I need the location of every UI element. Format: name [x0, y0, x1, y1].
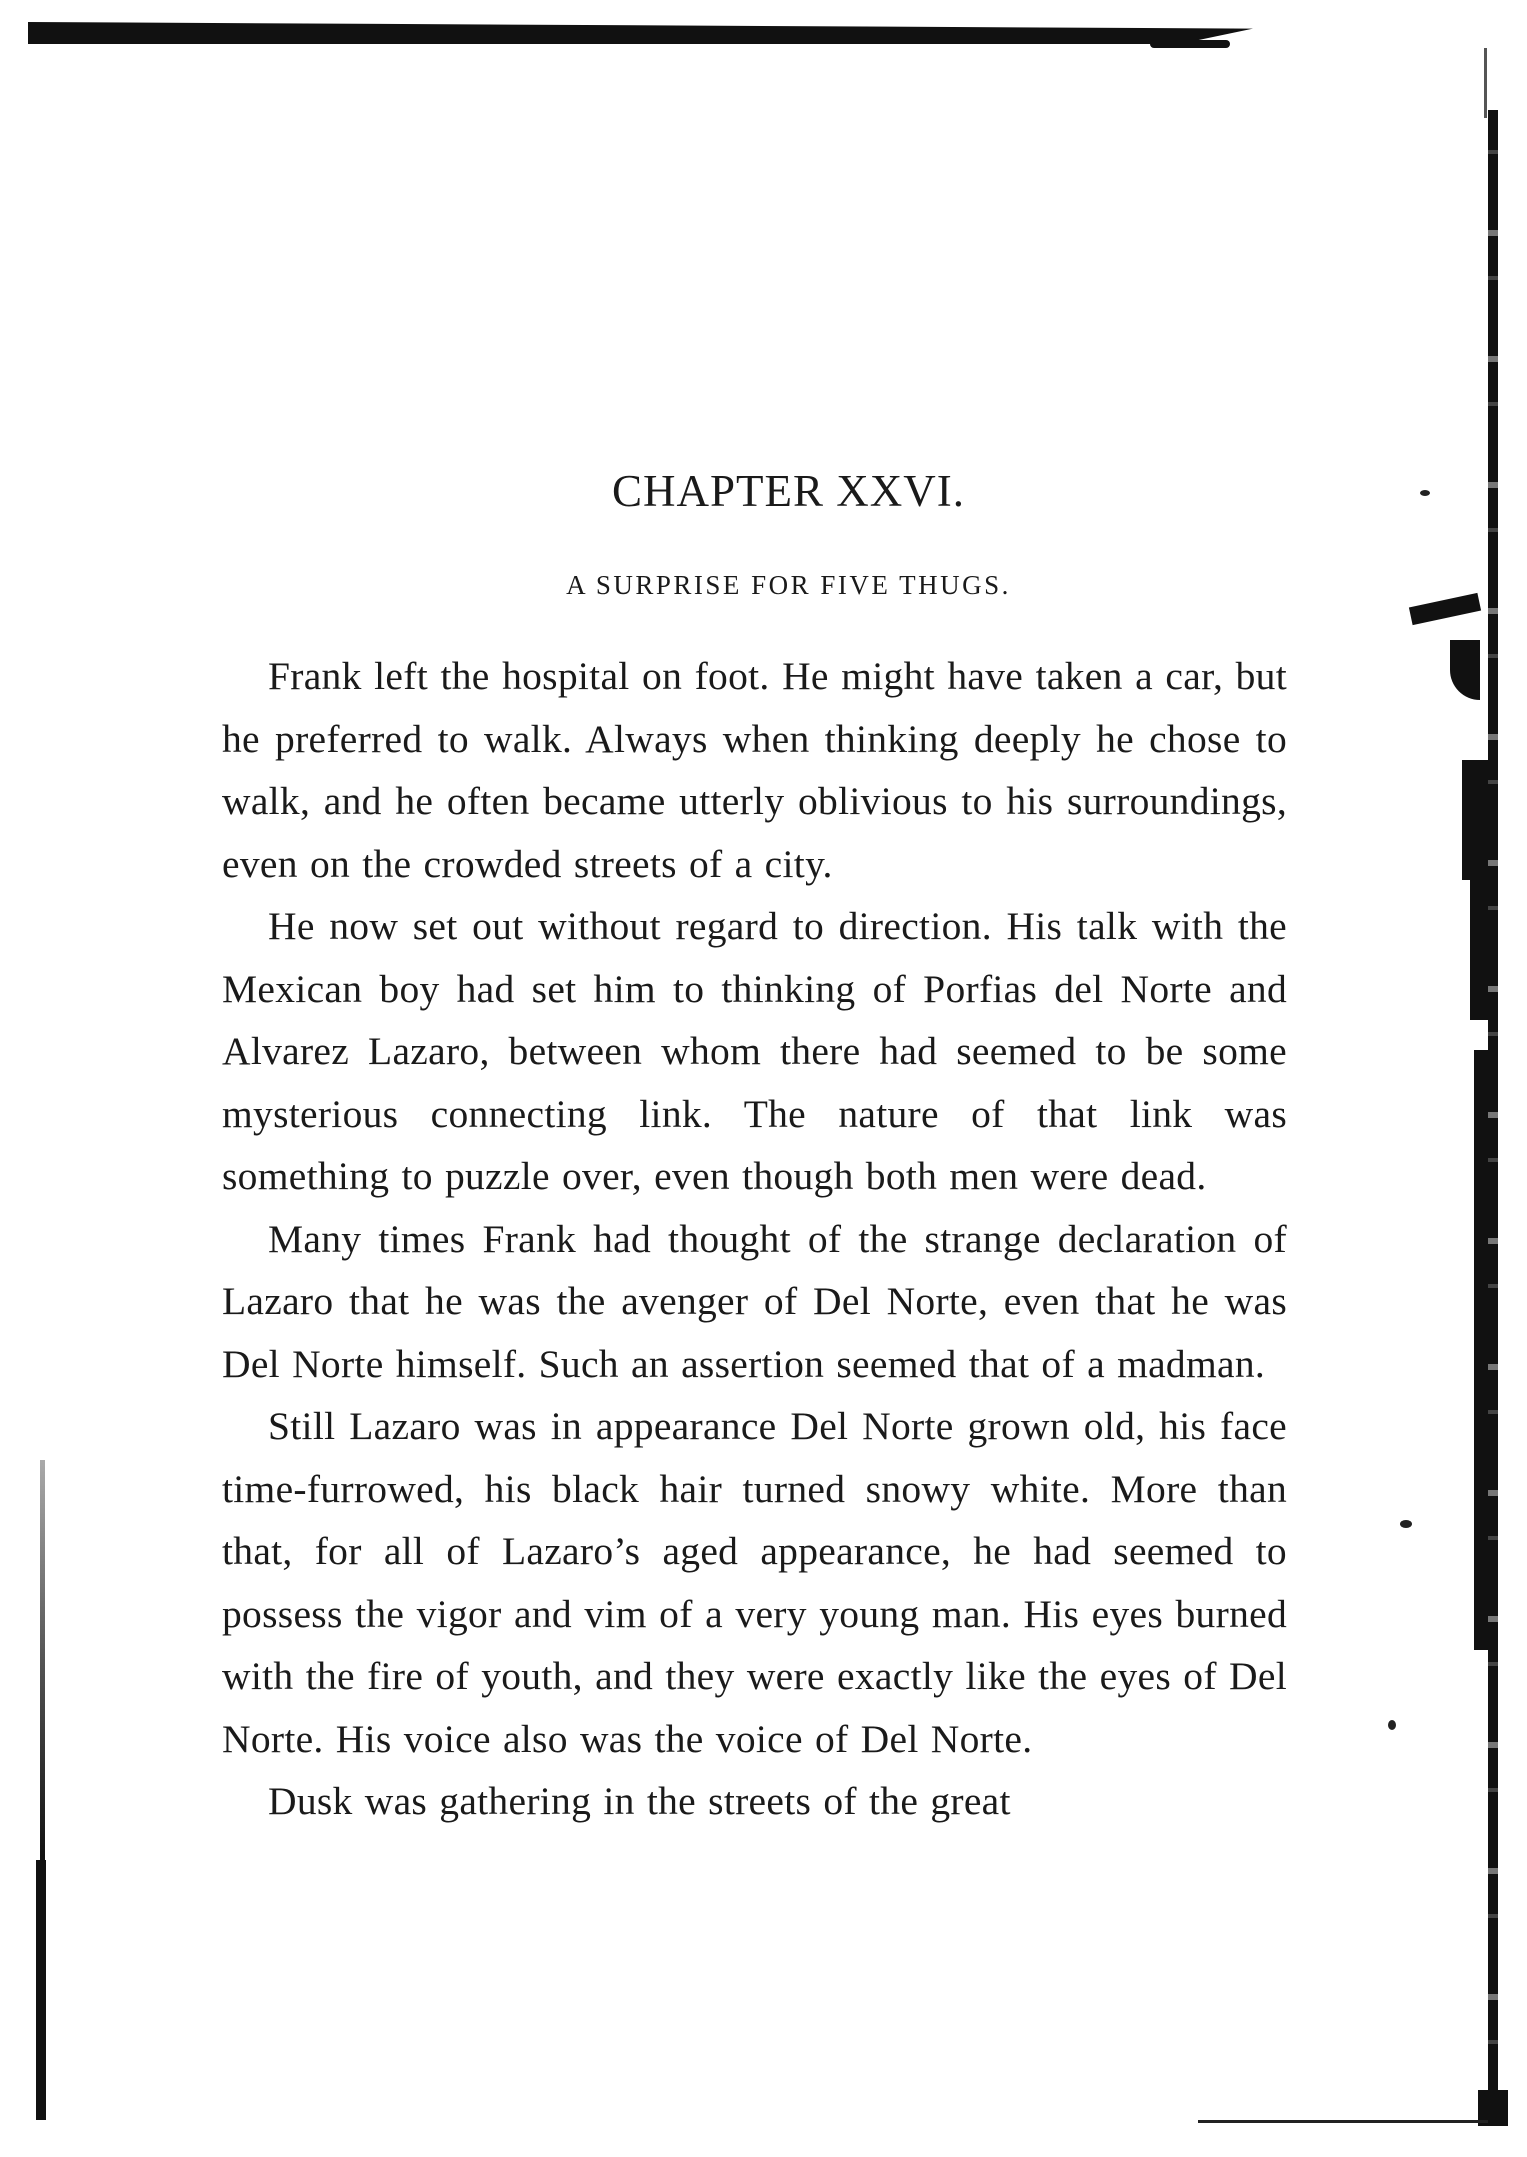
right-edge-mark [1484, 48, 1487, 118]
paragraph: Still Lazaro was in appearance Del Norte grown old, his face time-furrowed, his black hair turned snowy white. More than that, for all of Lazaro’s aged appearance, he had seemed to possess the vigor and vim of a very young man. His eyes burned with the fire of youth, and they were exactly like the eyes of Del Norte. His voice also was the voice of Del Norte. [222, 1404, 1287, 1761]
top-rule-tail [1150, 40, 1230, 48]
edge-blotch [1450, 640, 1480, 700]
speck [1400, 1520, 1412, 1528]
edge-blotch [1470, 880, 1488, 1020]
paragraph: Frank left the hospital on foot. He might have taken a car, but he preferred to walk. Always when thinking deeply he chose to walk, and he often became utterly oblivious to his surroundings, even on the crowded streets of a city. [222, 654, 1287, 886]
chapter-subtitle: A SURPRISE FOR FIVE THUGS. [566, 570, 1011, 600]
speck [1388, 1720, 1396, 1730]
chapter-title: CHAPTER XXVI. [611, 466, 965, 516]
edge-blotch [1462, 760, 1488, 880]
paragraph: He now set out without regard to direction. His talk with the Mexican boy had set him to thinking of Porfias del Norte and Alvarez Lazaro, between whom there had seemed to be some mysterious connecting link. The nature of that link was something to puzzle over, even though both men were dead. [222, 904, 1287, 1198]
chapter-body [222, 645, 1287, 1833]
paragraph: Dusk was gathering in the streets of the great [268, 1779, 1011, 1823]
paragraph: Many times Frank had thought of the strange declaration of Lazaro that he was the avenger of Del Norte, even that he was Del Norte himself. Such an assertion seemed that of a madman. [222, 1216, 1287, 1386]
right-binding-edge [1488, 110, 1498, 2110]
left-binding-edge-heavy [36, 1860, 46, 2120]
top-rule [28, 22, 1253, 44]
edge-blotch [1474, 1050, 1488, 1650]
bottom-rule [1198, 2120, 1488, 2123]
